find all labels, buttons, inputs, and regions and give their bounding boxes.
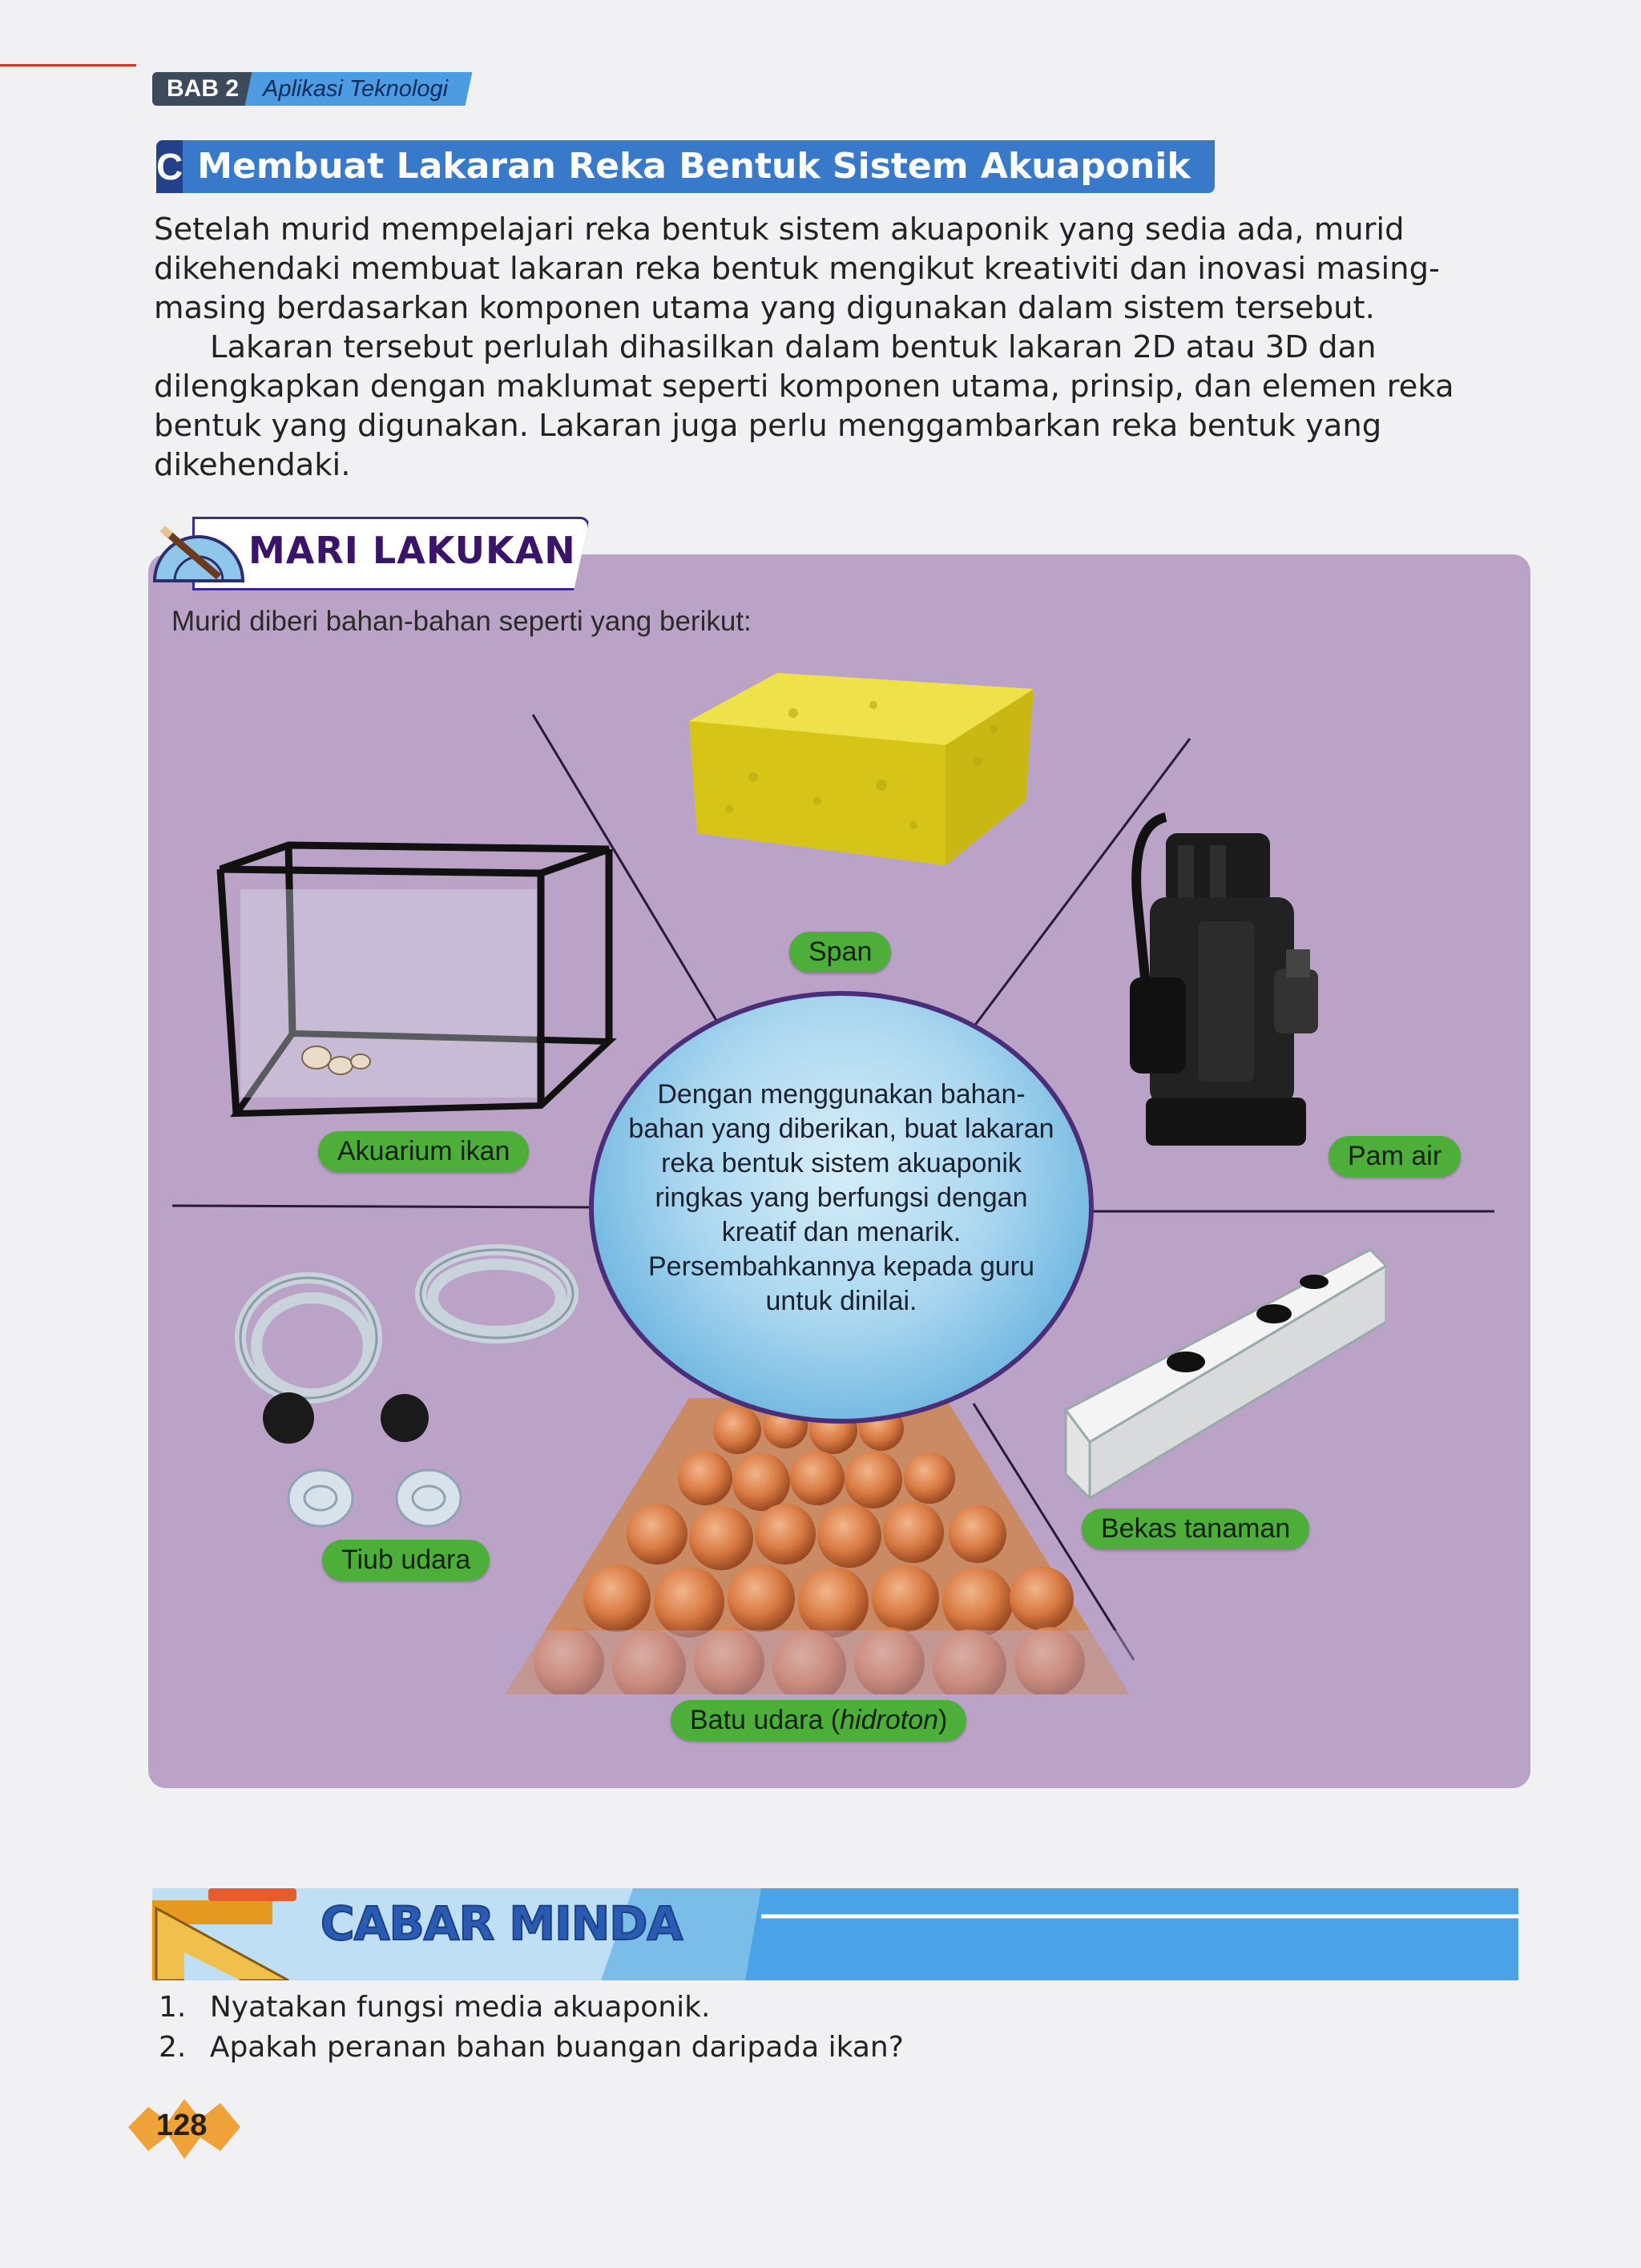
question-text: Nyatakan fungsi media akuaponik. bbox=[209, 1991, 711, 2024]
instruction-text: Dengan menggunakan bahan-bahan yang diberikan, buat lakaran reka bentuk sistem akuaponik ringkas yang berfungsi dengan kreatif dan menarik. Persembahkannya kepada guru untuk dinilai. bbox=[628, 1079, 1054, 1316]
section-title: Membuat Lakaran Reka Bentuk Sistem Akuaponik bbox=[183, 140, 1214, 193]
water-pump-image bbox=[1122, 809, 1346, 1162]
label-tiub: Tiub udara bbox=[322, 1540, 490, 1581]
question-text: Apakah peranan bahan buangan daripada ikan? bbox=[209, 2031, 904, 2064]
cabar-minda-heading: CABAR MINDA bbox=[321, 1896, 683, 1951]
aquarium-image bbox=[212, 833, 621, 1138]
body-text bbox=[154, 210, 1516, 485]
label-span: Span bbox=[789, 932, 891, 973]
clay-pebbles-image bbox=[497, 1398, 1138, 1694]
chapter-number: BAB 2 bbox=[152, 72, 253, 106]
label-pam: Pam air bbox=[1329, 1136, 1461, 1177]
question-item bbox=[159, 2031, 904, 2064]
paragraph: Setelah murid mempelajari reka bentuk sistem akuaponik yang sedia ada, murid dikehendaki membuat lakaran reka bentuk mengikut kreativiti dan inovasi masing-masing berdasarkan komponen utama yang digunakan dalam sistem tersebut. bbox=[154, 211, 1440, 326]
sponge-image bbox=[673, 665, 1042, 921]
activity-heading: MARI LAKUKAN bbox=[248, 529, 576, 572]
protractor-pencil-icon bbox=[147, 509, 251, 597]
section-heading bbox=[156, 140, 1191, 193]
paragraph: Lakaran tersebut perlulah dihasilkan dalam bentuk lakaran 2D atau 3D dan dilengkapkan dengan maklumat seperti komponen utama, prinsip, dan elemen reka bentuk yang digunakan. Lakaran juga perlu menggambarkan reka bentuk yang dikehendaki. bbox=[154, 329, 1454, 483]
activity-intro: Murid diberi bahan-bahan seperti yang berikut: bbox=[171, 606, 752, 637]
question-item bbox=[159, 1991, 710, 2024]
page-number: 128 bbox=[156, 2109, 208, 2142]
label-batu-italic: hidroton bbox=[840, 1705, 939, 1735]
question-number: 1. bbox=[159, 1991, 187, 2024]
question-number: 2. bbox=[159, 2031, 187, 2064]
chapter-title: Aplikasi Teknologi bbox=[245, 72, 473, 106]
section-letter: C bbox=[156, 146, 183, 187]
header-rule bbox=[0, 64, 136, 66]
chapter-tab bbox=[152, 72, 469, 106]
label-batu: Batu udara (hidroton) bbox=[671, 1700, 966, 1741]
page-number-badge bbox=[120, 2091, 248, 2163]
label-akuarium: Akuarium ikan bbox=[318, 1131, 529, 1172]
label-bekas: Bekas tanaman bbox=[1082, 1509, 1309, 1549]
